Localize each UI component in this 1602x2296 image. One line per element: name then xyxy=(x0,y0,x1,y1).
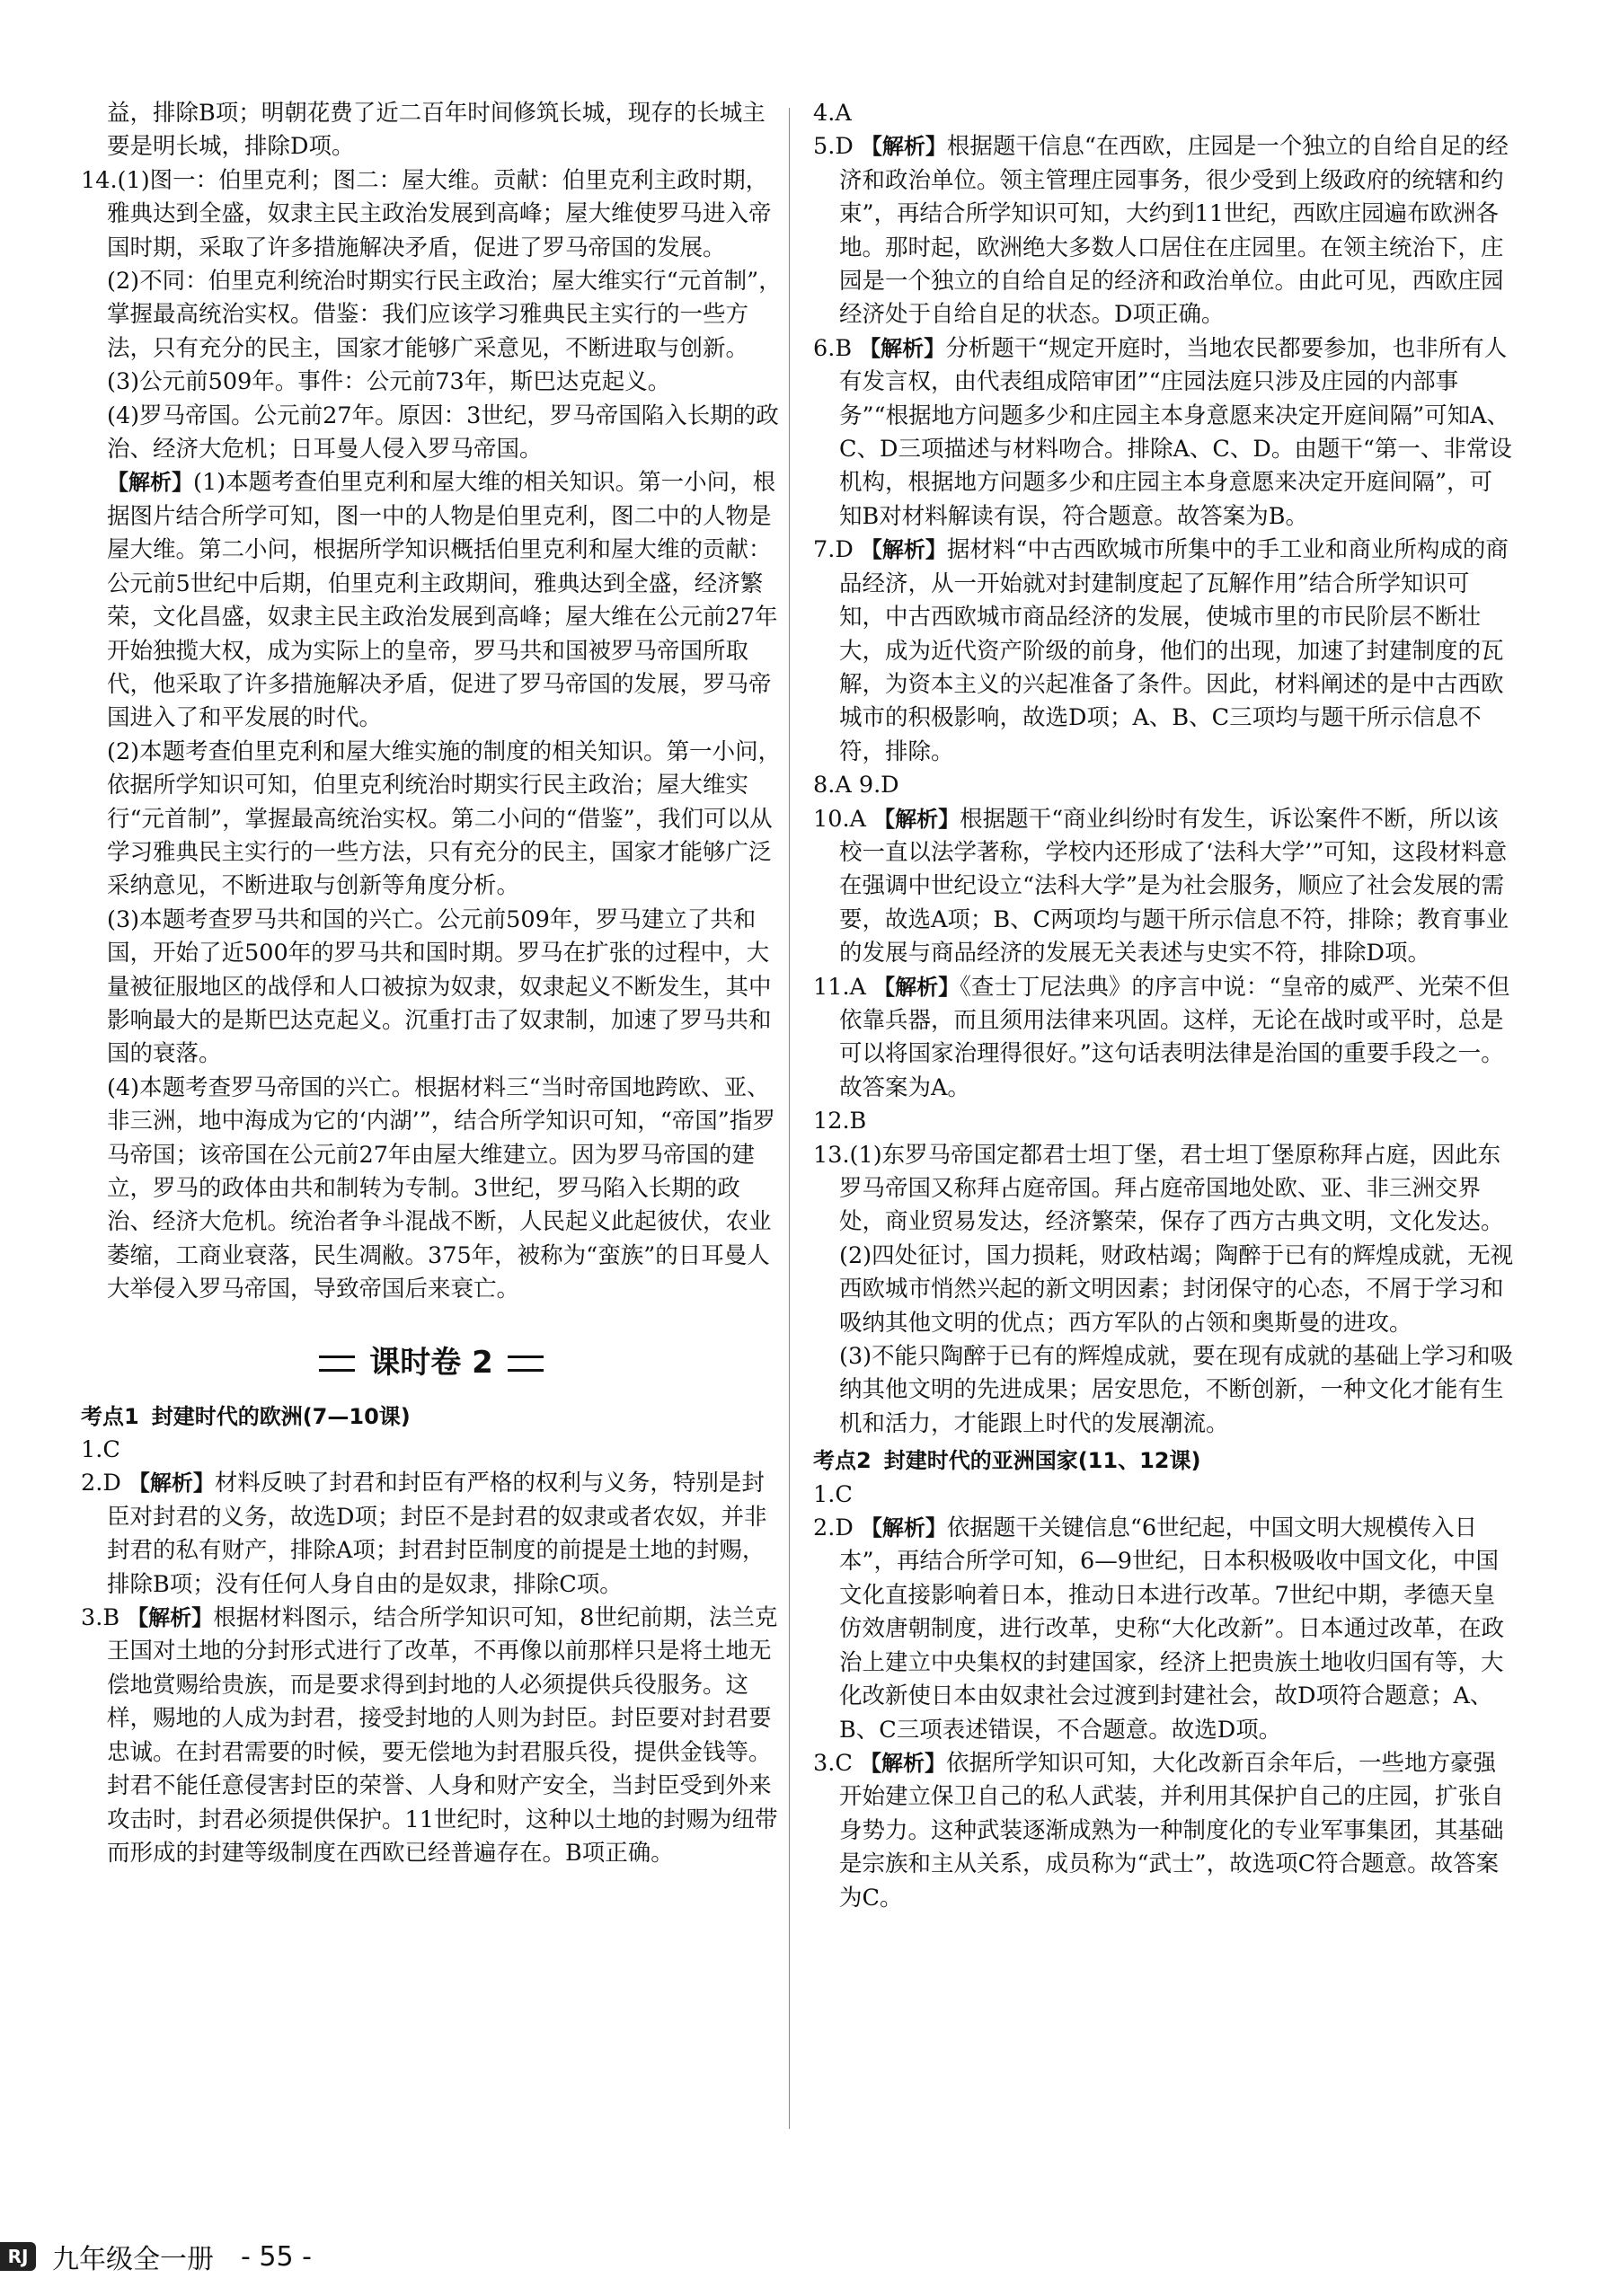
title-bars-right xyxy=(508,1356,544,1372)
answer-14-4: (4)罗马帝国。公元前27年。原因：3世纪，罗马帝国陷入长期的政治、经济大危机；日耳曼人侵入罗马帝国。 xyxy=(107,402,779,464)
section-number: 考点2 xyxy=(813,1448,872,1474)
analysis-label: 【解析】 xyxy=(127,1605,214,1631)
analysis-2: (2)本题考查伯里克利和屋大维实施的制度的相关知识。第一小问，依据所学知识可知，伯里克利统治时期实行民主政治；屋大维实行“元首制”，掌握最高统治实权。第二小问的“借鉴”，我们可以从学习雅典民主实行的一些方法，只有充分的民主，国家才能够广泛采纳意见，不断进取与创新等角度分析。 xyxy=(107,737,782,900)
analysis-label: 【解析】 xyxy=(860,1515,947,1541)
answer-12: 12.B xyxy=(813,1108,867,1135)
left-column xyxy=(81,97,782,1870)
answer-13-3: (3)不能只陶醉于已有的辉煌成就，要在现有成就的基础上学习和吸纳其他文明的先进成果；居安思危，不断创新，一种文化才能有生机和活力，才能跟上时代的发展潮流。 xyxy=(839,1343,1514,1437)
section-number: 考点1 xyxy=(81,1403,139,1429)
answer-text: 材料反映了封君和封臣有严格的权利与义务，特别是封臣对封君的义务，故选D项；封臣不是封君的奴隶或者农奴，并非封君的私有财产，排除A项；封君封臣制度的前提是土地的封赐，排除B项；没有任何人身自由的是奴隶，排除C项。 xyxy=(107,1470,767,1598)
answer-4: 4.A xyxy=(813,100,852,127)
title-bars-left xyxy=(319,1356,355,1372)
analysis-label: 【解析】 xyxy=(873,974,960,1000)
answer-6 xyxy=(813,332,1514,534)
answer-text: 据材料“中古西欧城市所集中的手工业和商业所构成的商品经济，从一开始就对封建制度起了瓦解作用”结合所学知识可知，中古西欧城市商品经济的发展，使城市里的市民阶层不断壮大，成为近代资产阶级的前身，他们的出现，加速了封建制度的瓦解，为资本主义的兴起准备了条件。因此，材料阐述的是中古西欧城市的积极影响，故选D项；A、B、C三项均与题干所示信息不符，排除。 xyxy=(839,536,1509,765)
answer-1: 1.C xyxy=(81,1436,120,1464)
answer-7 xyxy=(813,534,1514,769)
answer-5 xyxy=(813,130,1514,331)
section-heading-1 xyxy=(81,1400,782,1434)
answer-text: 依据题干关键信息“6世纪起，中国文明大规模传入日本”，再结合所学可知，6—9世纪，日本积极吸收中国文化，中国文化直接影响着日本，推动日本进行改革。7世纪中期，孝德天皇仿效唐朝制度，进行改革，史称“大化改新”。日本通过改革，在政治上建立中央集权的封建国家，经济上把贵族土地收归国有等，大化改新使日本由奴隶社会过渡到封建社会，故D项符合题意；A、B、C三项表述错误，不合题意。故选D项。 xyxy=(839,1514,1505,1744)
answer-number: 5.D xyxy=(813,133,854,161)
analysis-4: (4)本题考查罗马帝国的兴亡。根据材料三“当时帝国地跨欧、亚、非三洲，地中海成为它的‘内湖’”，结合所学知识可知，“帝国”指罗马帝国；该帝国在公元前27年由屋大维建立。因为罗马帝国的建立，罗马的政体由共和制转为专制。3世纪，罗马陷入长期的政治、经济大危机。统治者争斗混战不断，人民起义此起彼伏，农业萎缩，工商业衰落，民生凋敝。375年，被称为“蛮族”的日耳曼人大举侵入罗马帝国，导致帝国后来衰亡。 xyxy=(107,1073,775,1303)
answer-number: 11.A xyxy=(813,973,866,1001)
answer-text: 依据所学知识可知，大化改新百余年后，一些地方豪强开始建立保卫自己的私人武装，并利用其保护自己的庄园，扩张自身势力。这种武装逐渐成熟为一种制度化的专业军事集团，其基础是宗族和主从关系，成员称为“武士”，故选项C符合题意。故答案为C。 xyxy=(839,1749,1504,1912)
answer-number: 10.A xyxy=(813,805,866,833)
answer-14-1: 14.(1)图一：伯里克利；图二：屋大维。贡献：伯里克利主政时期，雅典达到全盛，奴隶主民主政治发展到高峰；屋大维使罗马进入帝国时期，采取了许多措施解决矛盾，促进了罗马帝国的发展。 xyxy=(81,166,772,261)
answer-text: 分析题干“规定开庭时，当地农民都要参加，也非所有人有发言权，由代表组成陪审团”“庄园法庭只涉及庄园的内部事务”“根据地方问题多少和庄园主本身意愿来决定开庭间隔”可知A、C、D三项描述与材料吻合。排除A、C、D。由题干“第一、非常设机构，根据地方问题多少和庄园主本身意愿来决定开庭间隔”，可知B对材料解读有误，符合题意。故答案为B。 xyxy=(839,334,1512,530)
page-footer xyxy=(0,2237,312,2276)
answer-text: 根据题干信息“在西欧，庄园是一个独立的自给自足的经济和政治单位。领主管理庄园事务，很少受到上级政府的统辖和约束”，再结合所学知识可知，大约到11世纪，西欧庄园遍布欧洲各地。那时起，欧洲绝大多数人口居住在庄园里。在领主统治下，庄园是一个独立的自给自足的经济和政治单位。由此可见，西欧庄园经济处于自给自足的状态。D项正确。 xyxy=(839,133,1509,329)
grade-label: 九年级全一册 xyxy=(52,2244,214,2275)
right-column xyxy=(813,97,1514,1915)
answer-13-2: (2)四处征讨，国力损耗，财政枯竭；陶醉于已有的辉煌成就，无视西欧城市悄然兴起的新文明因素；封闭保守的心态，不屑于学习和吸纳其他文明的优点；西方军队的占领和奥斯曼的进攻。 xyxy=(839,1241,1514,1337)
answer-2 xyxy=(81,1467,782,1602)
answer-number: 3.B xyxy=(81,1604,120,1632)
analysis-label: 【解析】 xyxy=(859,335,946,361)
answer-13-1: 13.(1)东罗马帝国定都君士坦丁堡，君士坦丁堡原称拜占庭，因此东罗马帝国又称拜占庭帝国。拜占庭帝国地处欧、亚、非三洲交界处，商业贸易发达，经济繁荣，保存了西方古典文明，文化发达。 xyxy=(813,1141,1504,1236)
answer-3 xyxy=(813,1747,1514,1915)
analysis-label: 【解析】 xyxy=(873,806,960,832)
analysis-label: 【解析】 xyxy=(859,1750,946,1776)
answer-number: 3.C xyxy=(813,1749,853,1777)
answer-number: 6.B xyxy=(813,334,853,362)
page-number: - 55 - xyxy=(241,2240,312,2273)
answer-number: 2.D xyxy=(81,1470,121,1497)
analysis-text: (1)本题考查伯里克利和屋大维的相关知识。第一小问，根据图片结合所学可知，图一中的人物是伯里克利，图二中的人物是屋大维。第二小问，根据所学知识概括伯里克利和屋大维的贡献：公元前5世纪中后期，伯里克利主政期间，雅典达到全盛，经济繁荣，文化昌盛，奴隶主民主政治发展到高峰；屋大维在公元前27年开始独揽大权，成为实际上的皇帝，罗马共和国被罗马帝国所取代，他采取了许多措施解决矛盾，促进了罗马帝国的发展，罗马帝国进入了和平发展的时代。 xyxy=(107,469,778,732)
answer-1: 1.C xyxy=(813,1480,853,1508)
answer-3 xyxy=(81,1602,782,1870)
answer-number: 2.D xyxy=(813,1514,854,1542)
answer-14-2: (2)不同：伯里克利统治时期实行民主政治；屋大维实行“元首制”，掌握最高统治实权。借鉴：我们应该学习雅典民主实行的一些方法，只有充分的民主，国家才能够广采意见，不断进取与创新。 xyxy=(107,268,782,362)
answer-text: 根据材料图示，结合所学知识可知，8世纪前期，法兰克王国对土地的分封形式进行了改革，不再像以前那样只是将土地无偿地赏赐给贵族，而是要求得到封地的人必须提供兵役服务。这样，赐地的人成为封君，接受封地的人则为封臣。封臣要对封君要忠诚。在封君需要的时候，要无偿地为封君服兵役，提供金钱等。封君不能任意侵害封臣的荣誉、人身和财产安全，当封臣受到外来攻击时，封君必须提供保护。11世纪时，这种以土地的封赐为纽带而形成的封建等级制度在西欧已经普遍存在。B项正确。 xyxy=(107,1604,778,1867)
answer-8-9: 8.A 9.D xyxy=(813,772,899,799)
answer-text: 《查士丁尼法典》的序言中说：“皇帝的威严、光荣不但依靠兵器，而且须用法律来巩固。这样，无论在战时或平时，总是可以将国家治理得很好。”这句话表明法律是治国的重要手段之一。故答案为A。 xyxy=(839,973,1510,1101)
edition-badge: RJ xyxy=(0,2242,36,2271)
section-title xyxy=(81,1329,782,1397)
analysis-label: 【解析】 xyxy=(860,537,947,563)
paragraph: 益，排除B项；明朝花费了近二百年时间修筑长城，现存的长城主要是明长城，排除D项。 xyxy=(107,100,766,161)
answer-10 xyxy=(813,803,1514,971)
column-divider xyxy=(789,108,790,2129)
section-heading-text: 封建时代的亚洲国家(11、12课) xyxy=(883,1448,1201,1474)
analysis-3: (3)本题考查罗马共和国的兴亡。公元前509年，罗马建立了共和国，开始了近500年的罗马共和国时期。罗马在扩张的过程中，大量被征服地区的战俘和人口被掠为奴隶，奴隶起义不断发生，其中影响最大的是斯巴达克起义。沉重打击了奴隶制，加速了罗马共和国的衰落。 xyxy=(107,905,772,1068)
answer-text: 根据题干“商业纠纷时有发生，诉讼案件不断，所以该校一直以法学著称，学校内还形成了‘法科大学’”可知，这段材料意在强调中世纪设立“法科大学”是为社会服务，顺应了社会发展的需要，故选A项；B、C两项均与题干所示信息不符，排除；教育事业的发展与商品经济的发展无关表述与史实不符，排除D项。 xyxy=(839,805,1509,967)
answer-number: 7.D xyxy=(813,536,854,564)
analysis-label: 【解析】 xyxy=(860,134,947,160)
analysis-1 xyxy=(81,466,782,735)
section-heading-2 xyxy=(813,1444,1514,1478)
answer-11 xyxy=(813,971,1514,1106)
answer-2 xyxy=(813,1512,1514,1747)
analysis-label: 【解析】 xyxy=(107,470,193,496)
analysis-label: 【解析】 xyxy=(128,1470,215,1497)
title-text: 课时卷 2 xyxy=(369,1344,493,1381)
section-heading-text: 封建时代的欧洲(7—10课) xyxy=(151,1403,411,1429)
answer-14-3: (3)公元前509年。事件：公元前73年，斯巴达克起义。 xyxy=(107,368,671,396)
